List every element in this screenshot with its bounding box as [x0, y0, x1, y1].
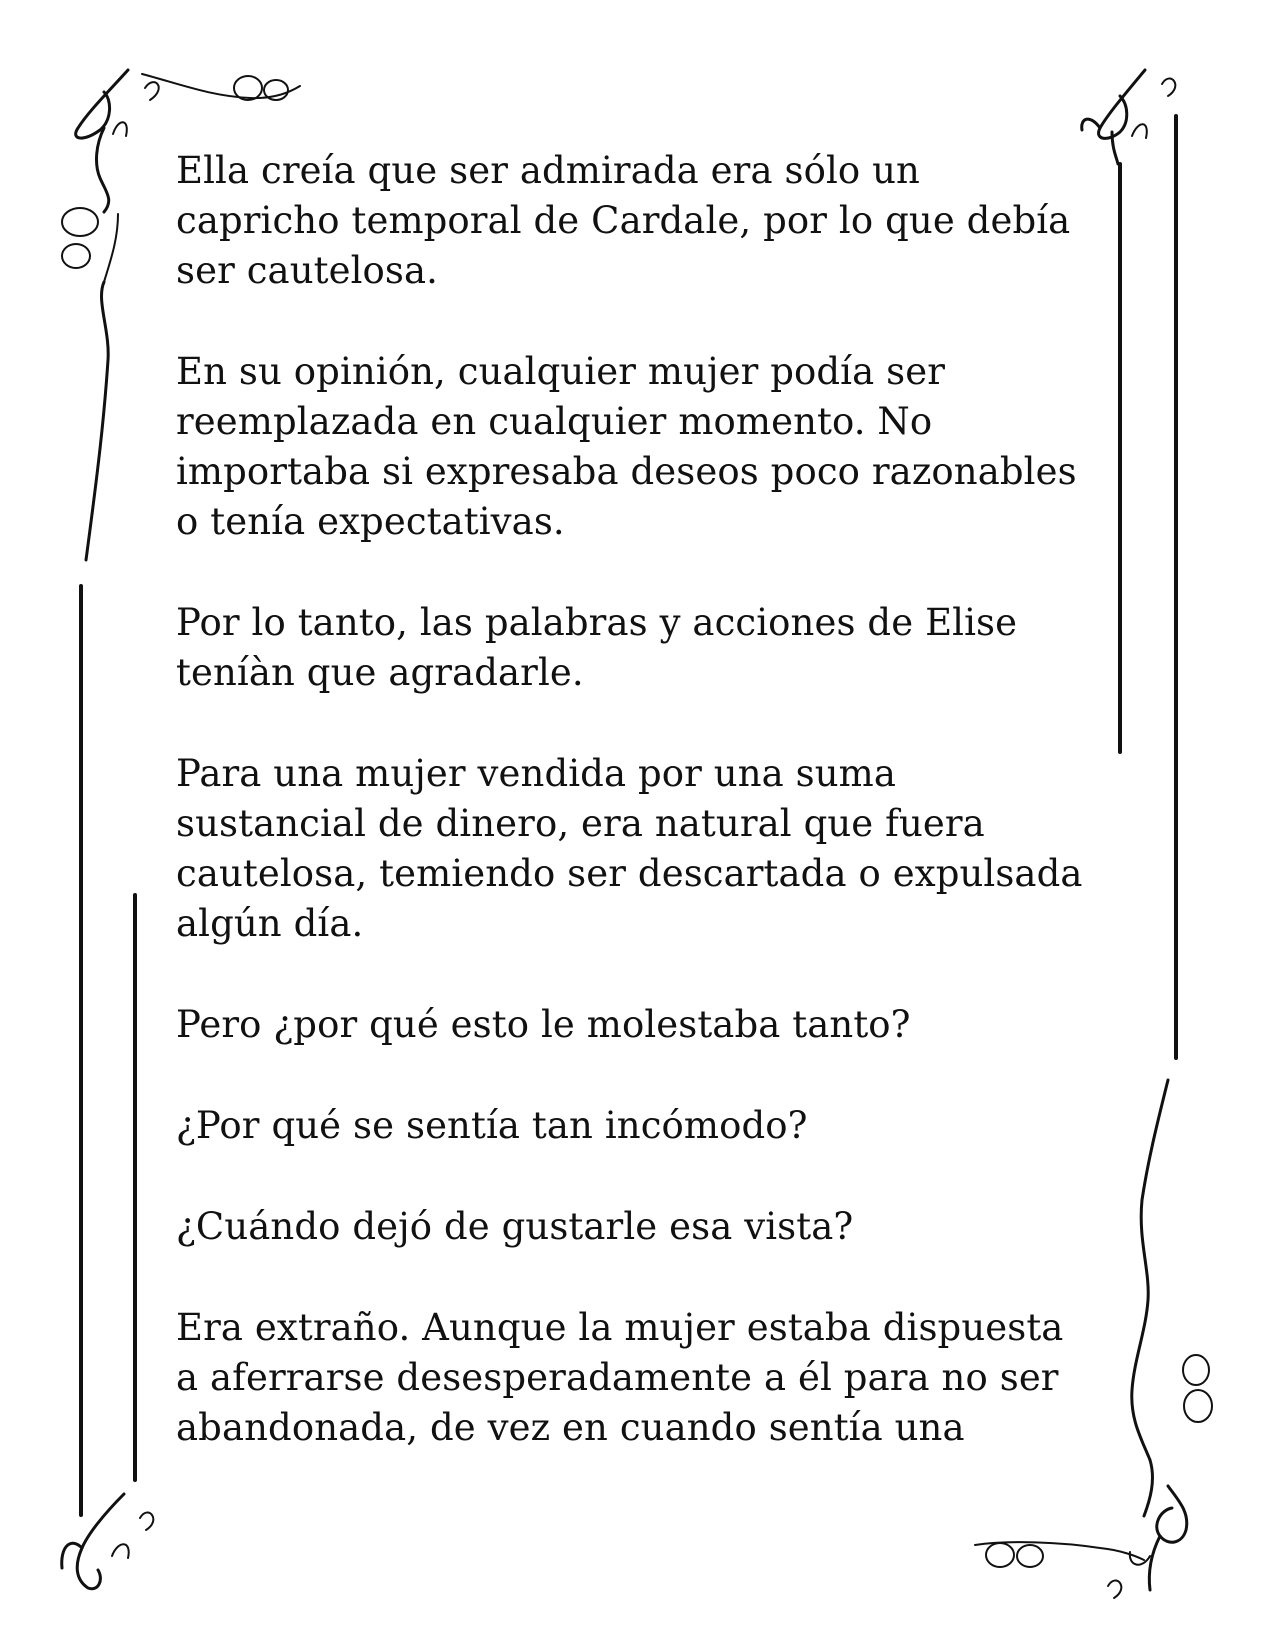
paragraph-8: Era extraño. Aunque la mujer estaba dispuesta a aferrarse desesperadamente a él para no ser abandonada, de vez en cuando sentía una [176, 1306, 1064, 1449]
paragraph-3: Por lo tanto, las palabras y acciones de Elise teníàn que agradarle. [176, 601, 1018, 694]
paragraph-1: Ella creía que ser admirada era sólo un capricho temporal de Cardale, por lo que debía ser cautelosa. [176, 149, 1071, 292]
paragraph-6: ¿Por qué se sentía tan incómodo? [176, 1104, 808, 1147]
chapter-body [176, 146, 1116, 1504]
bottom-left-flourish-icon [62, 1494, 154, 1589]
paragraph-2: En su opinión, cualquier mujer podía ser reemplazada en cualquier momento. No importaba si expresaba deseos poco razonables o tenía expectativas. [176, 350, 1077, 543]
paragraph-7: ¿Cuándo dejó de gustarle esa vista? [176, 1205, 854, 1248]
paragraph-5: Pero ¿por qué esto le molestaba tanto? [176, 1003, 911, 1046]
paragraph-4: Para una mujer vendida por una suma sustancial de dinero, era natural que fuera cautelosa, temiendo ser descartada o expulsada algún día. [176, 752, 1083, 945]
